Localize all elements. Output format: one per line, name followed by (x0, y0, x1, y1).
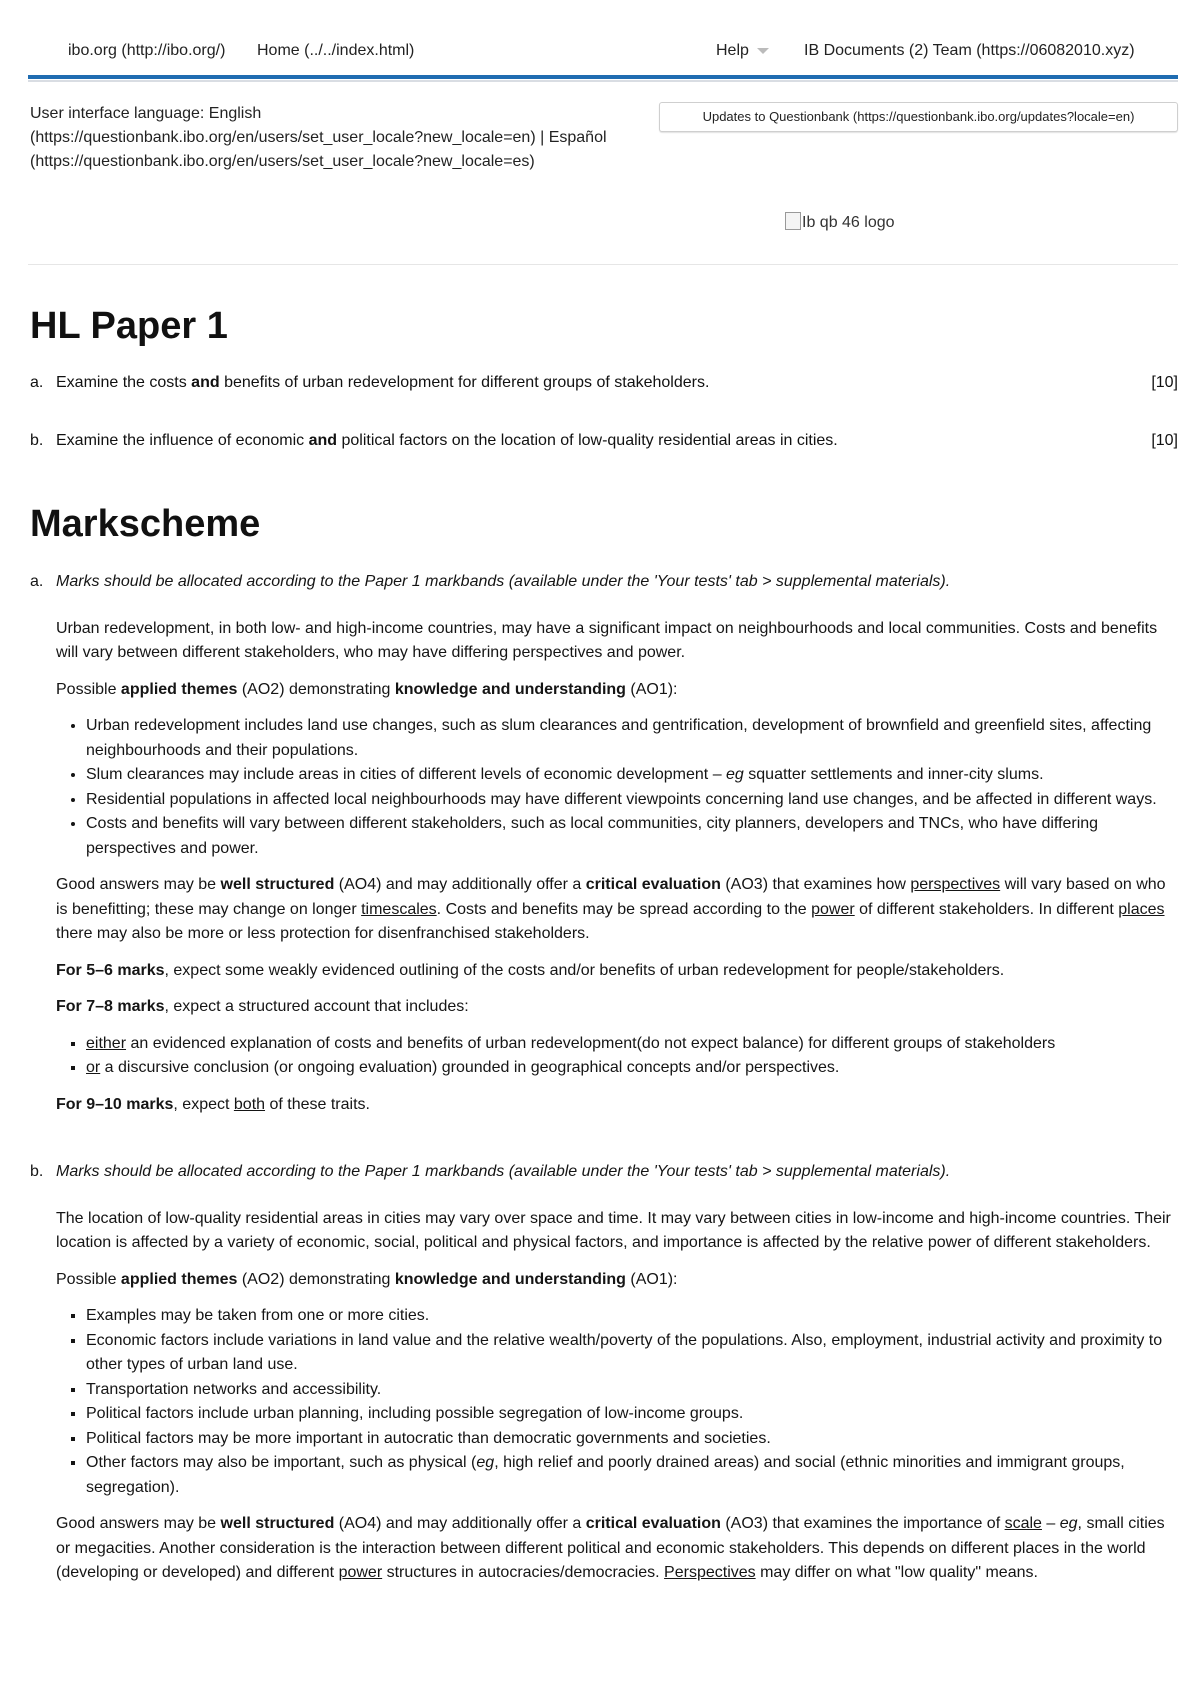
list-item: • Urban redevelopment includes land use changes, such as slum clearances and gentrification, development of brownfield and greenfield sites, affecting neighbourhoods and their populations. (86, 714, 1178, 763)
question-label: a. (30, 374, 44, 391)
nav-help-label: Help (716, 42, 749, 59)
markscheme-intro: Marks should be allocated according to the Paper 1 markbands (available under the 'Your tests' tab > supplemental materials). (56, 1163, 951, 1180)
markscheme-paragraph: The location of low-quality residential areas in cities may vary over space and time. It may vary between cities in low-income and high-income countries. Their location is affected by a variety of economic, social, political and physical factors, and importance is affected by the relative power of different stakeholders. (56, 1209, 1171, 1251)
marks-9-10-line: For 9–10 marks, expect both of these traits. (56, 1095, 370, 1113)
top-navbar (28, 40, 1178, 74)
markscheme-a (30, 570, 1178, 1129)
navbar-divider (28, 75, 1178, 79)
themes-list (56, 1304, 1178, 1500)
ib-qb-logo (785, 212, 895, 232)
good-answers-paragraph: Good answers may be well structured (AO4) and may additionally offer a critical evaluation (AO3) that examines how perspectives will vary based on who is benefitting; these may change on longer timescales. Costs and benefits may be spread according to the power of different stakeholders. In different places there may also be more or less protection for disenfranchised stakeholders. (56, 876, 1166, 942)
markscheme-label: a. (30, 573, 44, 590)
updates-to-questionbank-button[interactable]: Updates to Questionbank (https://questionbank.ibo.org/updates?locale=en) (659, 102, 1178, 132)
nav-help-dropdown[interactable] (716, 42, 769, 60)
markscheme-intro: Marks should be allocated according to the Paper 1 markbands (available under the 'Your tests' tab > supplemental materials). (56, 573, 951, 590)
nav-link-home[interactable]: Home (../../index.html) (257, 42, 415, 59)
marks-5-6-line: For 5–6 marks, expect some weakly evidenced outlining of the costs and/or benefits of urban redevelopment for people/stakeholders. (56, 961, 1005, 979)
navbar-divider-shadow (28, 80, 1178, 82)
list-item: ▪ Transportation networks and accessibility. (86, 1378, 1178, 1403)
language-link-espanol[interactable]: (https://questionbank.ibo.org/en/users/set_user_locale?new_locale=es) (30, 153, 535, 170)
markscheme-paragraph: Urban redevelopment, in both low- and high-income countries, may have a significant impact on neighbourhoods and local communities. Costs and benefits will vary between different stakeholders, who may have differing perspectives and power. (56, 619, 1158, 661)
question-text: Examine the influence of economic and political factors on the location of low-quality residential areas in cities. (56, 432, 838, 449)
markscheme-title: Markscheme (30, 503, 261, 545)
paper-title: HL Paper 1 (30, 305, 228, 347)
list-item: ▪ Examples may be taken from one or more cities. (86, 1304, 1178, 1329)
markscheme-b (30, 1160, 1178, 1598)
marks-7-8-line: For 7–8 marks, expect a structured account that includes: (56, 998, 469, 1015)
markscheme-label: b. (30, 1163, 44, 1180)
question-text: Examine the costs and benefits of urban redevelopment for different groups of stakeholders. (56, 374, 710, 391)
list-item: ▪ Economic factors include variations in land value and the relative wealth/poverty of the populations. Also, employment, industrial activity and proximity to other types of urban land use. (86, 1329, 1178, 1378)
list-item: • Costs and benefits will vary between different stakeholders, such as local communities, city planners, developers and TNCs, who have differing perspectives and power. (86, 812, 1178, 861)
applied-themes-line: Possible applied themes (AO2) demonstrating knowledge and understanding (AO1): (56, 680, 678, 698)
language-selector (30, 102, 670, 174)
chevron-down-icon (757, 48, 769, 54)
nav-link-ibo[interactable]: ibo.org (http://ibo.org/) (68, 42, 226, 59)
broken-image-icon (785, 212, 801, 230)
question-marks: [10] (1151, 432, 1178, 449)
list-item: ▪ Political factors may be more important in autocratic than democratic governments and societies. (86, 1427, 1178, 1452)
nav-link-ib-documents[interactable]: IB Documents (2) Team (https://06082010.xyz) (804, 42, 1135, 59)
list-item: ▪ or a discursive conclusion (or ongoing evaluation) grounded in geographical concepts and/or perspectives. (86, 1056, 1178, 1081)
themes-list (56, 714, 1178, 861)
list-item: ▪ Other factors may also be important, such as physical (eg, high relief and poorly drained areas) and social (ethnic minorities and immigrant groups, segregation). (86, 1451, 1178, 1500)
good-answers-paragraph: Good answers may be well structured (AO4) and may additionally offer a critical evaluation (AO3) that examines the importance of scale – eg, small cities or megacities. Another consideration is the interaction between different political and economic stakeholders. This depends on different places in the world (developing or developed) and different power structures in autocracies/democracies. Perspectives may differ on what "low quality" means. (56, 1515, 1165, 1581)
list-item: ▪ Political factors include urban planning, including possible segregation of low-income groups. (86, 1402, 1178, 1427)
question-marks: [10] (1151, 374, 1178, 391)
list-item: • Slum clearances may include areas in cities of different levels of economic development – eg squatter settlements and inner-city slums. (86, 763, 1178, 788)
logo-alt-text: Ib qb 46 logo (802, 214, 895, 231)
question-label: b. (30, 432, 44, 449)
traits-list (56, 1032, 1178, 1081)
language-line-english: User interface language: English (30, 105, 262, 122)
language-link-english[interactable]: (https://questionbank.ibo.org/en/users/set_user_locale?new_locale=en) | Español (30, 129, 607, 146)
list-item: • Residential populations in affected local neighbourhoods may have different viewpoints concerning land use changes, and be affected in different ways. (86, 788, 1178, 813)
header-separator (28, 264, 1178, 265)
list-item: ▪ either an evidenced explanation of costs and benefits of urban redevelopment(do not expect balance) for different groups of stakeholders (86, 1032, 1178, 1057)
applied-themes-line: Possible applied themes (AO2) demonstrating knowledge and understanding (AO1): (56, 1270, 678, 1288)
